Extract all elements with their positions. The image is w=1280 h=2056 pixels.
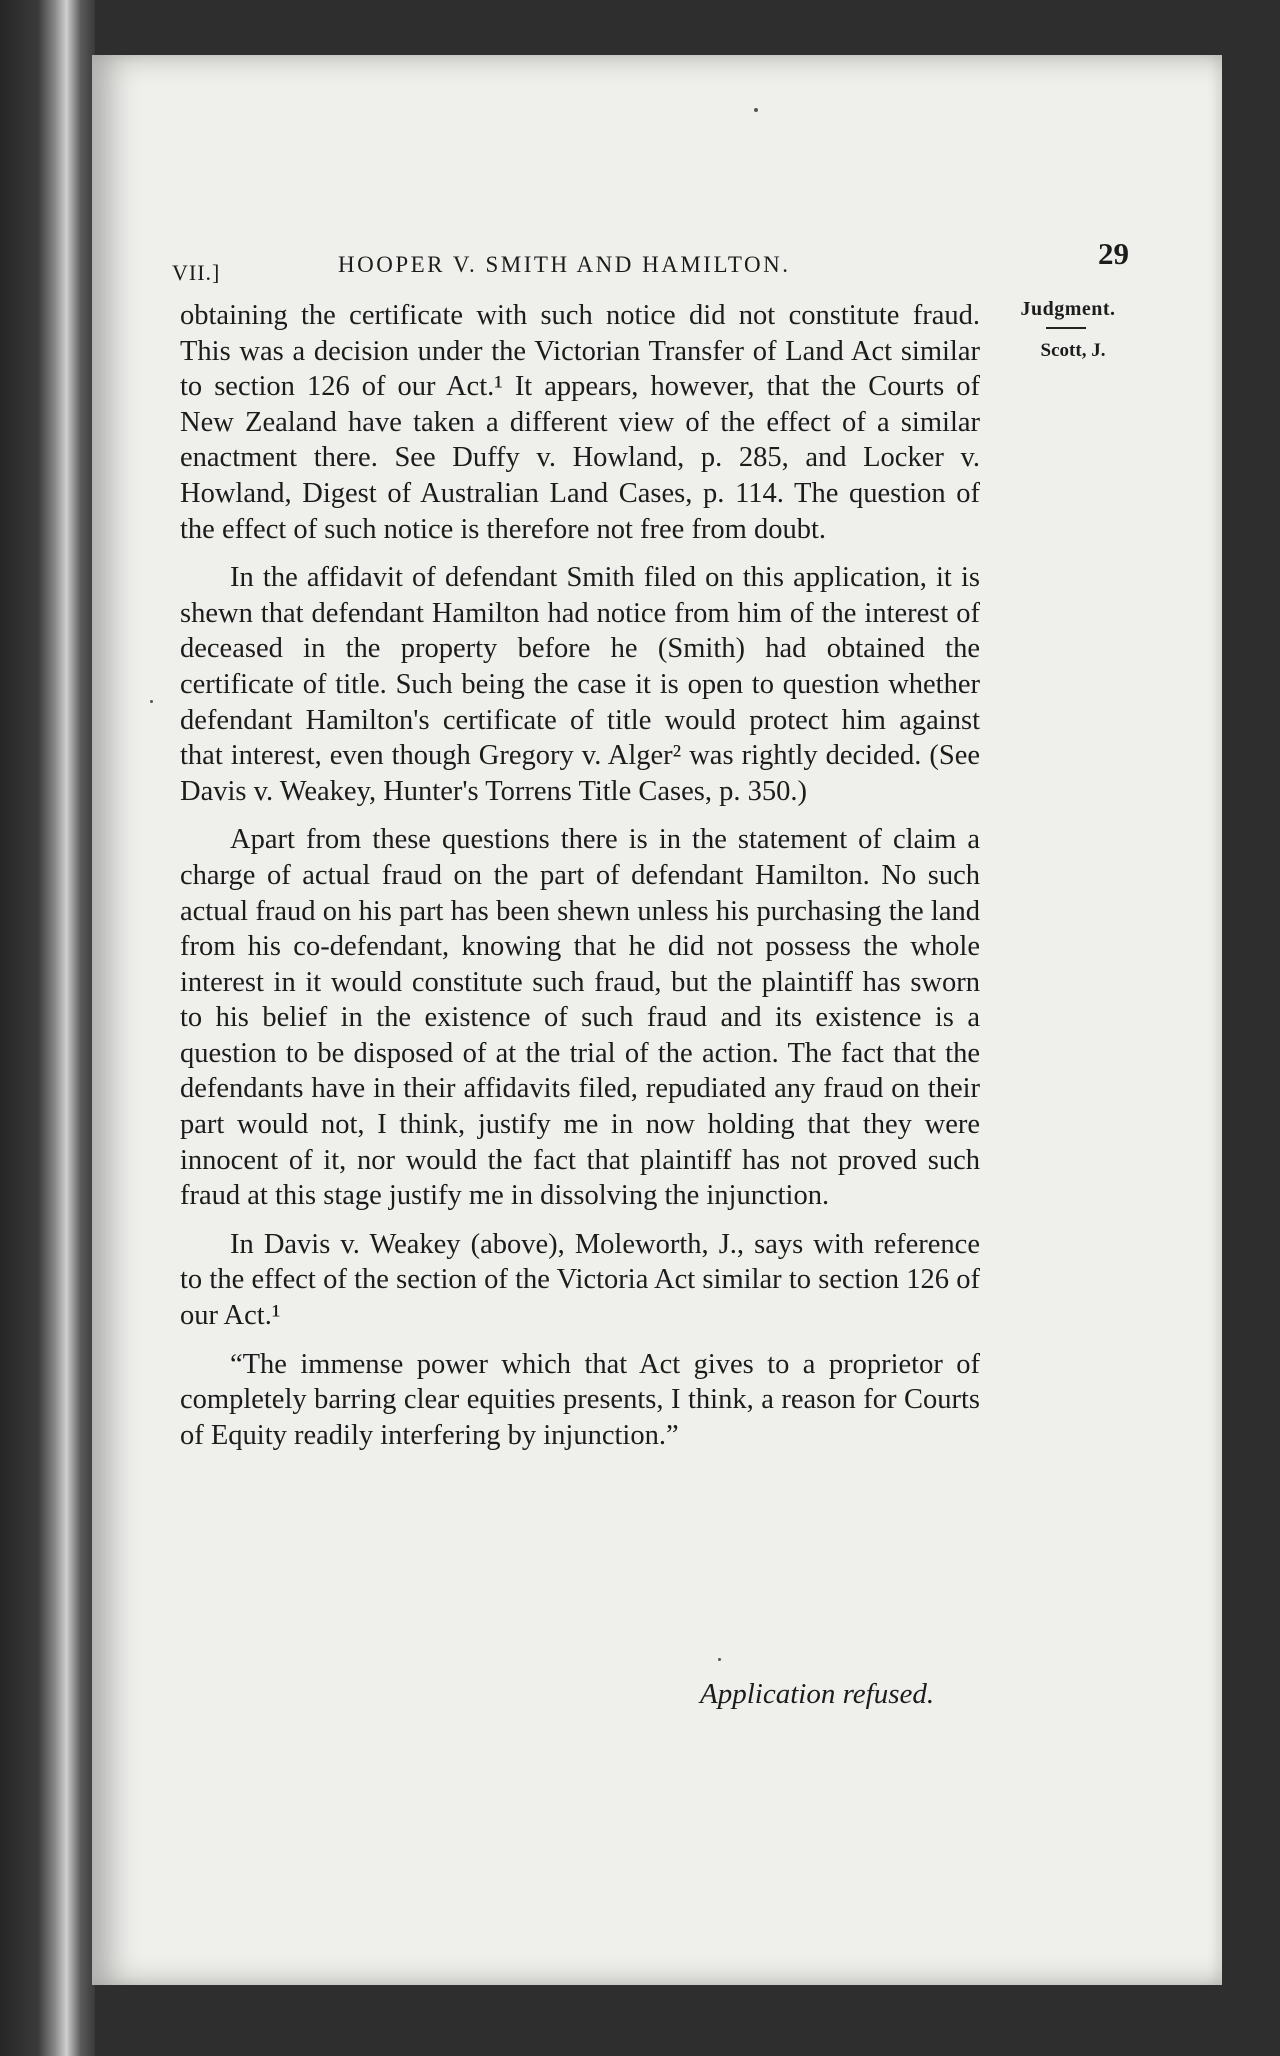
ink-speck xyxy=(718,1658,721,1661)
paragraph: In Davis v. Weakey (above), Moleworth, J., says with reference to the effect of the section of the Victoria Act similar to section 126 of our Act.¹ xyxy=(180,1228,980,1332)
body-text xyxy=(180,298,980,1466)
paragraph: obtaining the certificate with such notice did not constitute fraud. This was a decision under the Victorian Transfer of Land Act similar to section 126 of our Act.¹ It appears, however, that the Courts of New Zealand have taken a different view of the effect of a similar enactment there. See Duffy v. Howland, p. 285, and Locker v. Howland, Digest of Australian Land Cases, p. 114. The question of the effect of such notice is therefore not free from doubt. xyxy=(180,300,980,545)
ink-speck xyxy=(754,108,758,112)
margin-note-rule xyxy=(1046,327,1086,329)
book-binding-edge xyxy=(0,0,95,2056)
page-number: 29 xyxy=(1098,236,1129,271)
margin-note-judgment: Judgment. xyxy=(1020,298,1116,320)
chapter-marker: VII.] xyxy=(172,260,221,285)
margin-note-judge: Scott, J. xyxy=(1040,340,1106,361)
paragraph: In the affidavit of defendant Smith filed on this application, it is shewn that defendant Hamilton had notice from him of the interest of deceased in the property before he (Smith) had obtained the certificate of title. Such being the case it is open to question whether defendant Hamilton's certificate of title would protect him against that interest, even though Gregory v. Alger² was rightly decided. (See Davis v. Weakey, Hunter's Torrens Title Cases, p. 350.) xyxy=(180,562,980,807)
quotation-paragraph: “The immense power which that Act gives to a proprietor of completely barring clear equities presents, I think, a reason for Courts of Equity readily interfering by injunction.” xyxy=(180,1348,980,1451)
ink-speck xyxy=(150,700,153,703)
paragraph: Apart from these questions there is in the statement of claim a charge of actual fraud on the part of defendant Hamilton. No such actual fraud on his part has been shewn unless his purchasing the land from his co-defendant, knowing that he did not possess the whole interest in it would constitute such fraud, but the plaintiff has sworn to his belief in the existence of such fraud and its existence is a question to be disposed of at the trial of the action. The fact that the defendants have in their affidavits filed, repudiated any fraud on their part would not, I think, justify me in now holding that they were innocent of it, nor would the fact that plaintiff has not proved such fraud at this stage justify me in dissolving the injunction. xyxy=(180,824,980,1212)
closing-line: Application refused. xyxy=(700,1678,935,1710)
running-title: HOOPER V. SMITH AND HAMILTON. xyxy=(338,252,791,277)
